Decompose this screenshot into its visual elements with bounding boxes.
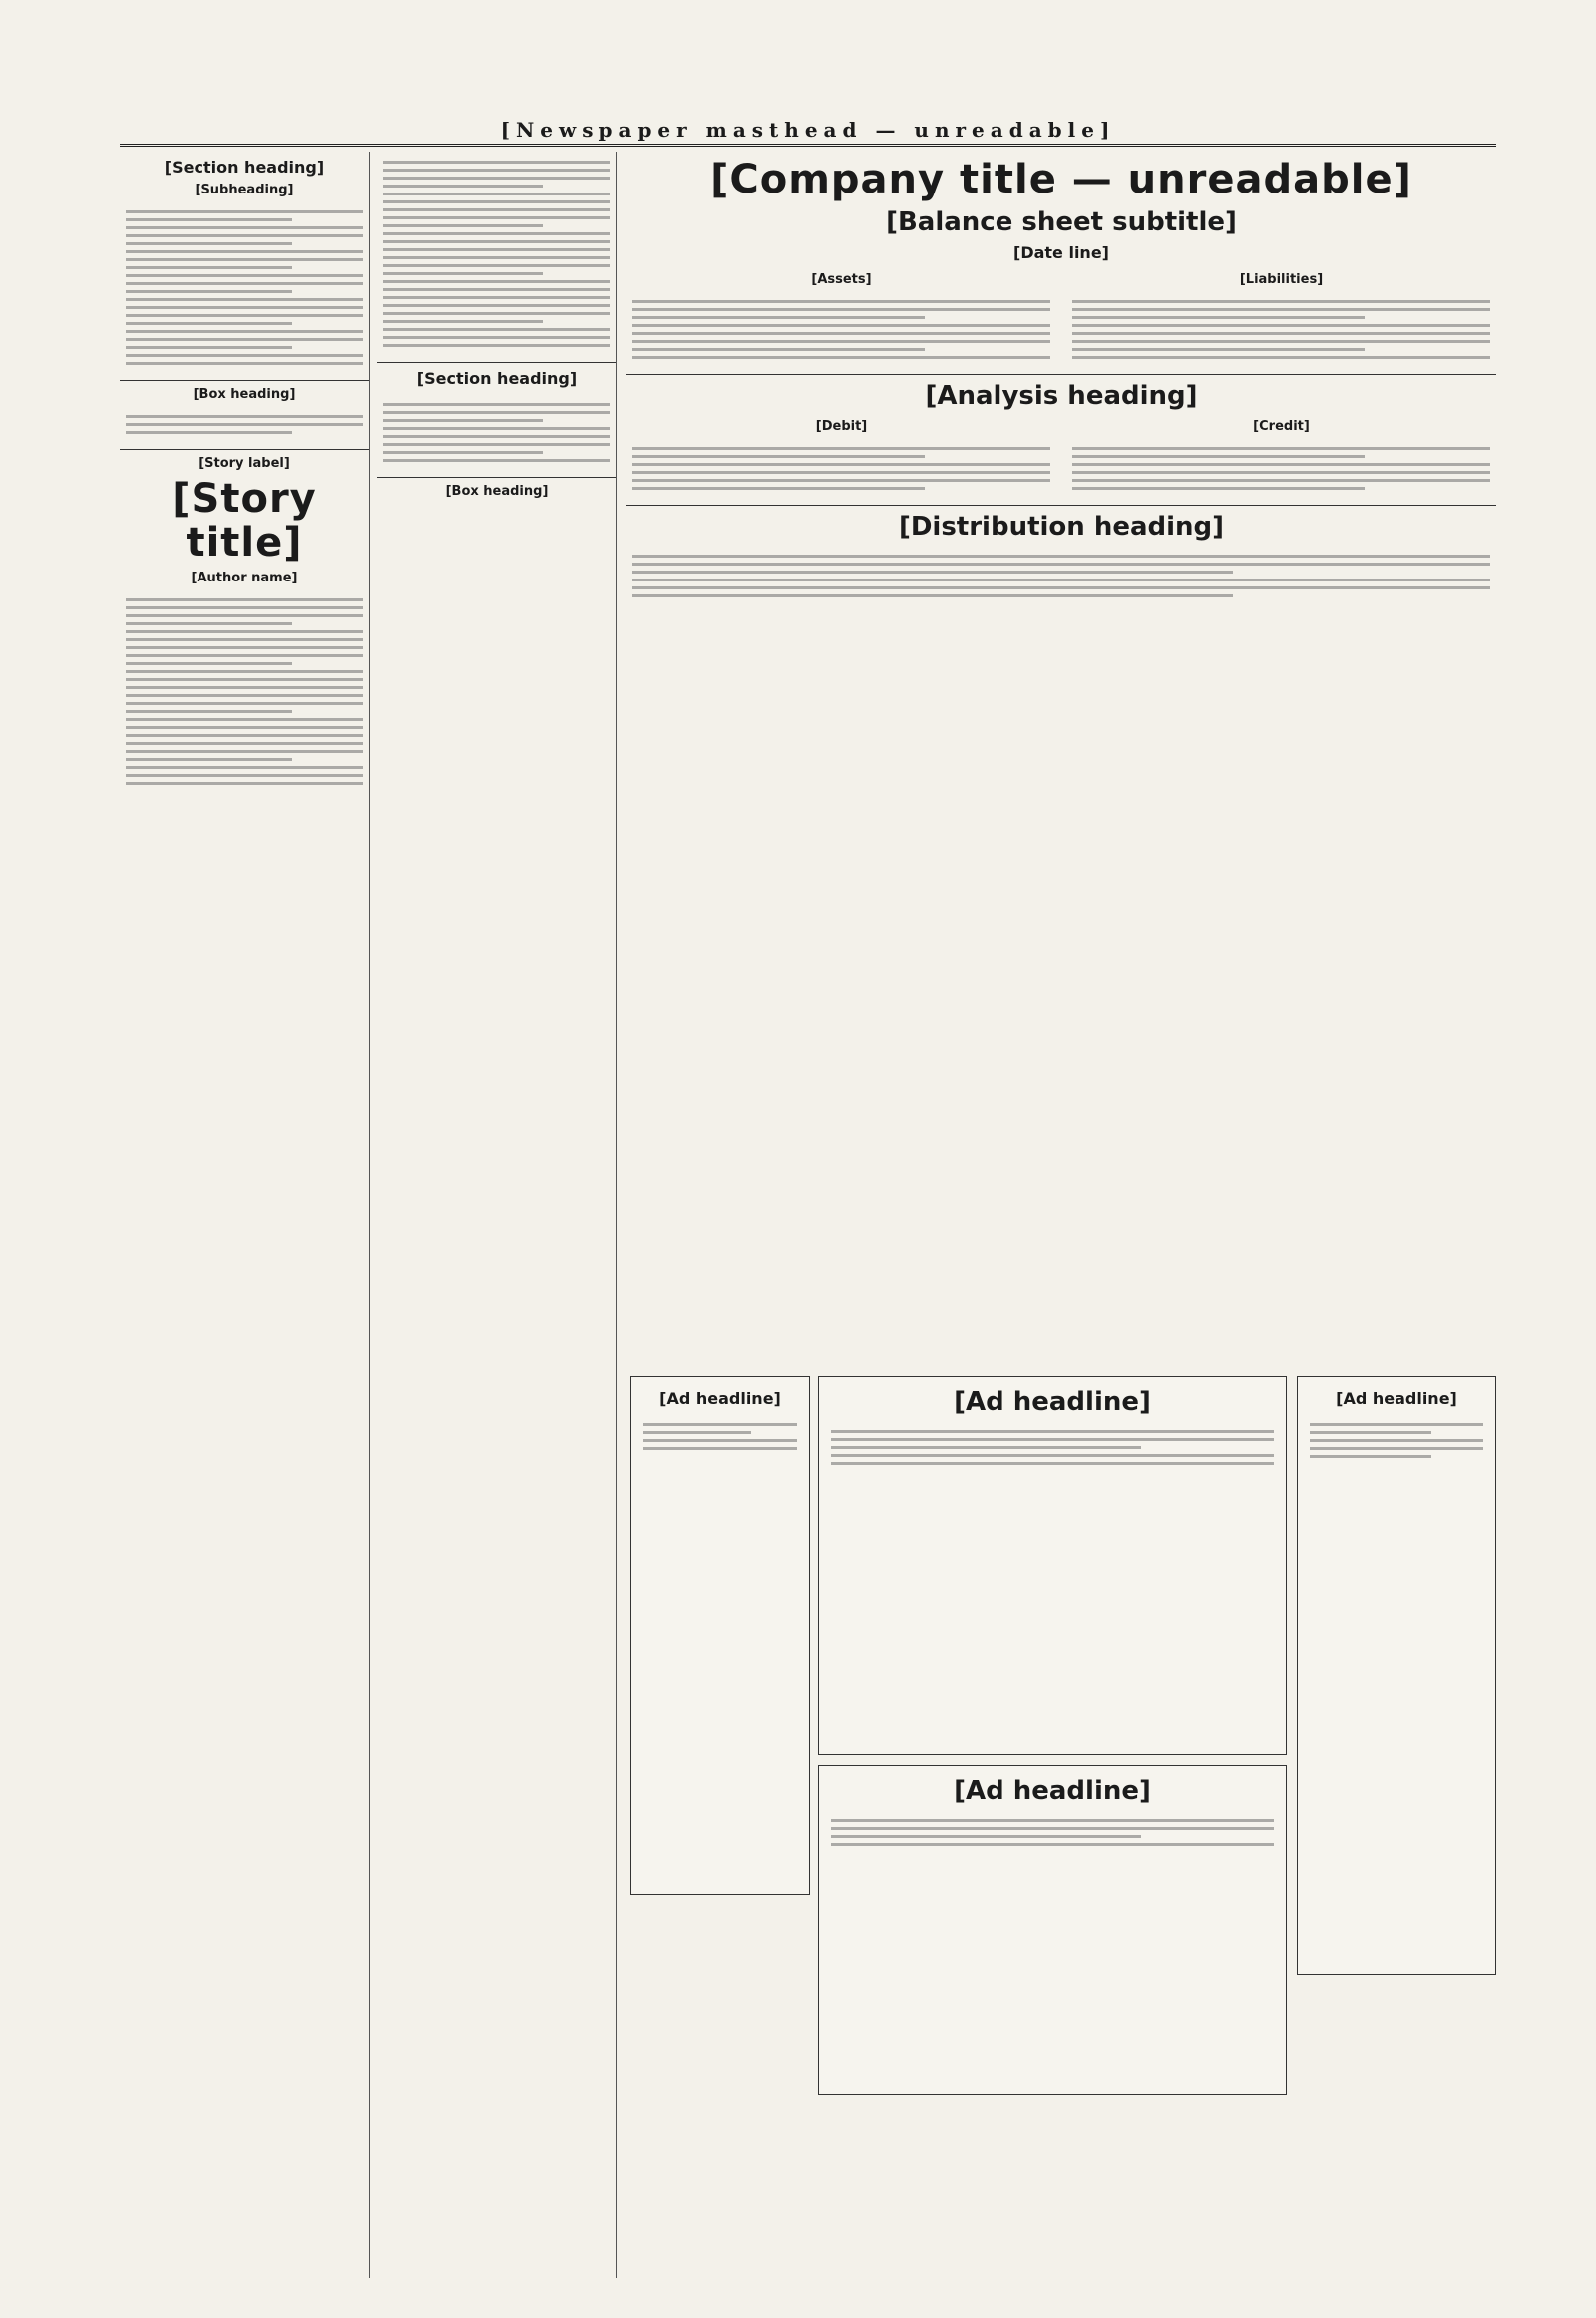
column-2	[377, 152, 617, 2278]
analysis-heading: [Analysis heading]	[925, 381, 1198, 411]
column-2-box-heading: [Box heading]	[445, 484, 549, 499]
ad-4-title: [Ad headline]	[1336, 1389, 1457, 1408]
ad-3-title: [Ad headline]	[954, 1776, 1151, 1806]
ad-box-4	[1297, 1376, 1496, 1975]
assets-heading: [Assets]	[811, 272, 872, 287]
column-2-body-bottom	[377, 394, 616, 471]
column-1	[120, 152, 370, 2278]
ad-box-1	[630, 1376, 810, 1895]
story-author: [Author name]	[191, 571, 298, 585]
company-title: [Company title — unreadable]	[710, 157, 1412, 202]
liabilities-column	[1066, 268, 1496, 368]
assets-column	[626, 268, 1056, 368]
debit-column	[626, 415, 1056, 499]
story-body	[120, 589, 369, 794]
debit-heading: [Debit]	[815, 419, 868, 434]
masthead	[120, 118, 1496, 147]
company-date-line: [Date line]	[1013, 243, 1109, 262]
ad-box-3	[818, 1765, 1287, 2095]
ad-1-title: [Ad headline]	[659, 1389, 781, 1408]
column-2-section-heading: [Section heading]	[416, 369, 578, 388]
market-subheading: [Subheading]	[195, 183, 294, 197]
credit-column	[1066, 415, 1496, 499]
story-title: [Story title]	[172, 476, 317, 566]
ad-box-2	[818, 1376, 1287, 1755]
market-heading: [Section heading]	[164, 158, 325, 177]
company-subtitle: [Balance sheet subtitle]	[886, 207, 1237, 237]
liabilities-heading: [Liabilities]	[1239, 272, 1324, 287]
masthead-title: [Newspaper masthead — unreadable]	[500, 118, 1116, 142]
profit-loss	[626, 415, 1496, 499]
ad-2-title: [Ad headline]	[954, 1387, 1151, 1417]
market-table	[120, 201, 369, 374]
telegraph-text	[120, 406, 369, 443]
telegraph-heading: [Box heading]	[193, 387, 296, 402]
distribution-heading: [Distribution heading]	[898, 512, 1225, 542]
balance-sheet	[626, 268, 1496, 368]
story-label: [Story label]	[199, 456, 290, 471]
column-2-body-top	[377, 152, 616, 356]
distribution-body	[626, 546, 1496, 606]
credit-heading: [Credit]	[1253, 419, 1310, 434]
